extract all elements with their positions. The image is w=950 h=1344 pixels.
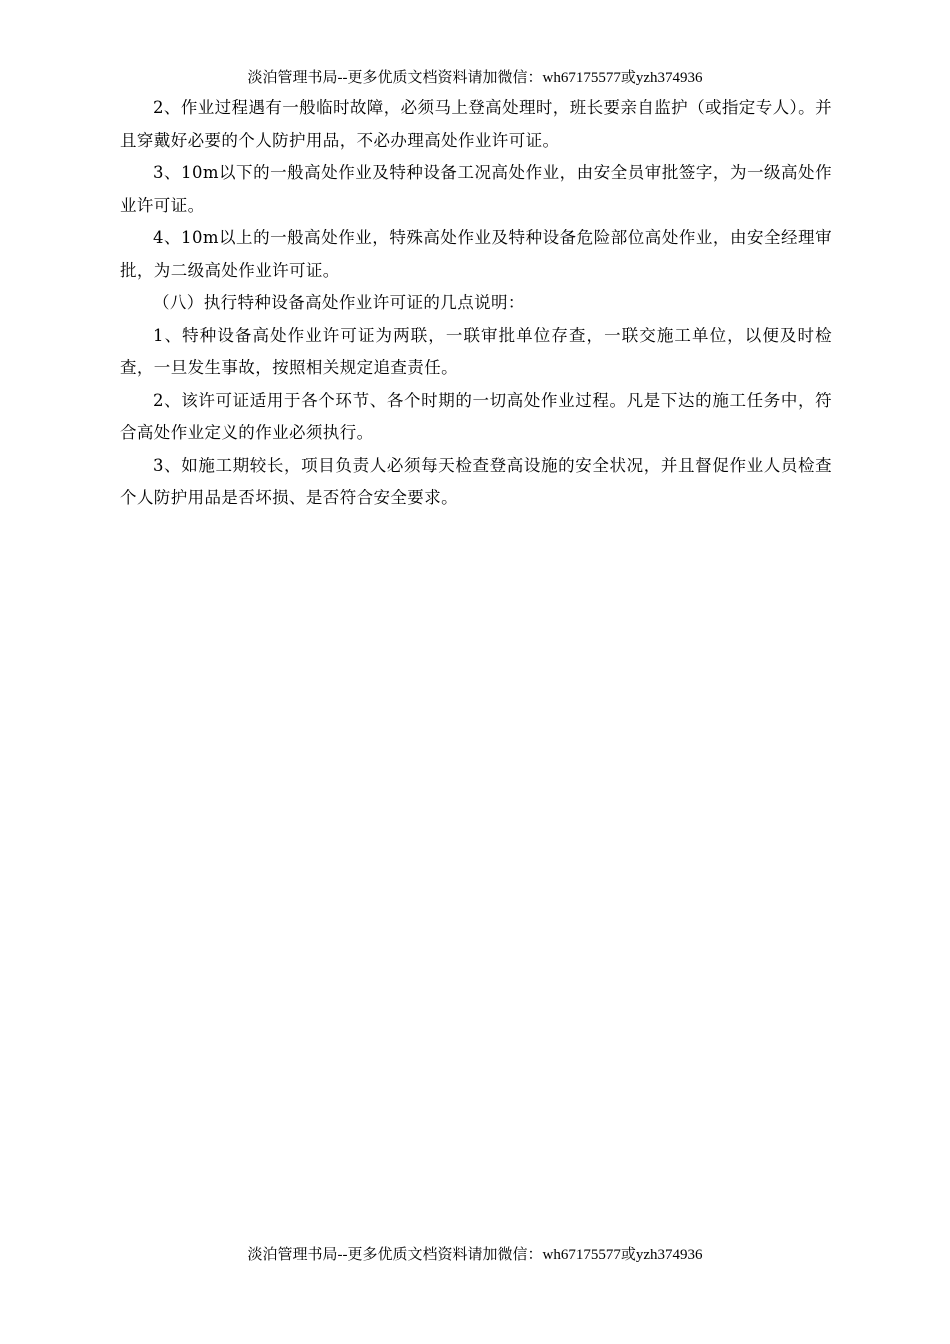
document-body <box>120 92 832 515</box>
paragraph-supervision: 2、作业过程遇有一般临时故障，必须马上登高处理时，班长要亲自监护（或指定专人）。并且穿戴好必要的个人防护用品，不必办理高处作业许可证。 <box>120 98 832 150</box>
paragraph-level-one-permit: 3、10m以下的一般高处作业及特种设备工况高处作业，由安全员审批签字，为一级高处作业许可证。 <box>120 163 832 215</box>
paragraph-permit-copies: 1、特种设备高处作业许可证为两联，一联审批单位存查，一联交施工单位，以便及时检查，一旦发生事故，按照相关规定追查责任。 <box>120 325 832 377</box>
paragraph-daily-inspection: 3、如施工期较长，项目负责人必须每天检查登高设施的安全状况，并且督促作业人员检查个人防护用品是否坏损、是否符合安全要求。 <box>120 455 832 507</box>
section-heading-permit-notes: （八）执行特种设备高处作业许可证的几点说明： <box>153 293 525 312</box>
page-footer: 淡泊管理书局--更多优质文档资料请加微信：wh67175577或yzh374936 <box>247 1247 703 1263</box>
paragraph-permit-scope: 2、该许可证适用于各个环节、各个时期的一切高处作业过程。凡是下达的施工任务中，符合高处作业定义的作业必须执行。 <box>120 390 832 442</box>
page-header: 淡泊管理书局--更多优质文档资料请加微信：wh67175577或yzh374936 <box>247 70 703 86</box>
paragraph-level-two-permit: 4、10m以上的一般高处作业，特殊高处作业及特种设备危险部位高处作业，由安全经理审批，为二级高处作业许可证。 <box>120 228 832 280</box>
